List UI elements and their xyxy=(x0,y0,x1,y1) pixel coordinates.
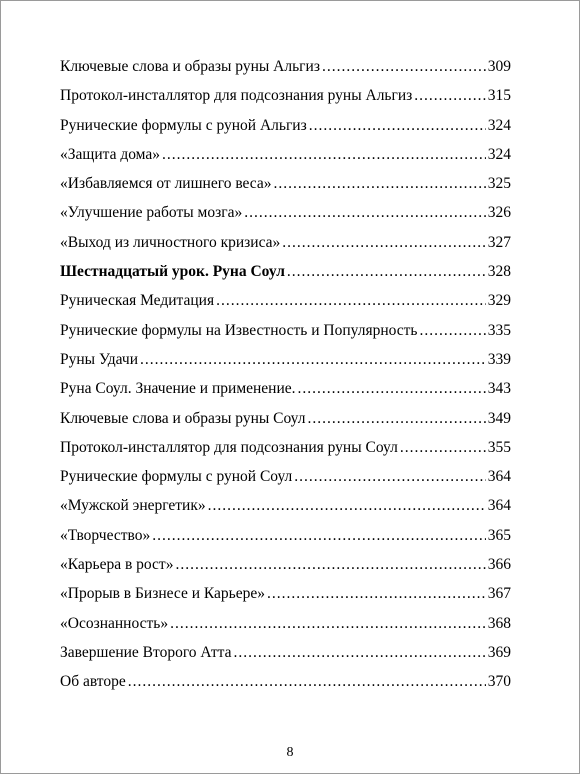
toc-entry-page: 367 xyxy=(487,585,511,603)
toc-entry-title: Шестнадцатый урок. Руна Соул xyxy=(60,263,285,281)
toc-leader-dots xyxy=(294,468,485,486)
toc-entry[interactable] xyxy=(60,585,511,614)
toc-entry-title: Руна Соул. Значение и применение. xyxy=(60,380,296,398)
toc-entry-title: Рунические формулы на Известность и Популярность xyxy=(60,321,418,339)
toc-leader-dots xyxy=(274,175,486,193)
toc-leader-dots xyxy=(322,58,486,76)
toc-entry-page: 335 xyxy=(487,321,511,339)
toc-entry[interactable] xyxy=(60,351,511,380)
toc-entry-title: Ключевые слова и образы руны Альгиз xyxy=(60,58,320,75)
toc-leader-dots xyxy=(308,410,486,428)
toc-entry[interactable] xyxy=(60,146,511,175)
toc-leader-dots xyxy=(152,527,486,545)
toc-entry[interactable] xyxy=(60,497,511,526)
toc-entry-page: 329 xyxy=(487,292,511,310)
toc-leader-dots xyxy=(208,497,486,515)
toc-entry-page: 326 xyxy=(487,204,511,222)
toc-leader-dots xyxy=(400,439,486,457)
toc-entry[interactable] xyxy=(60,87,511,116)
toc-leader-dots xyxy=(309,117,486,135)
toc-entry-title: «Творчество» xyxy=(60,526,151,544)
toc-entry-page: 355 xyxy=(487,438,511,456)
toc-entry-page: 364 xyxy=(487,468,511,486)
toc-leader-dots xyxy=(282,234,485,252)
toc-entry-page: 365 xyxy=(487,526,511,544)
toc-entry[interactable] xyxy=(60,439,511,468)
toc-entry-title: «Избавляемся от лишнего веса» xyxy=(60,175,272,193)
toc-entry[interactable] xyxy=(60,204,511,233)
toc-entry-page: 370 xyxy=(487,673,511,691)
toc-entry-page: 325 xyxy=(487,175,511,193)
toc-leader-dots xyxy=(233,644,485,662)
toc-leader-dots xyxy=(128,673,486,691)
toc-entry-title: Протокол-инсталлятор для подсознания руны Альгиз xyxy=(60,87,413,105)
toc-entry-title: Рунические формулы с руной Соул xyxy=(60,468,293,486)
toc-leader-dots xyxy=(175,556,485,574)
toc-entry-page: 327 xyxy=(487,233,511,251)
toc-entry-page: 369 xyxy=(487,643,511,661)
toc-entry-title: «Улучшение работы мозга» xyxy=(60,204,243,222)
toc-entry[interactable] xyxy=(60,527,511,556)
toc-entry[interactable] xyxy=(60,322,511,351)
toc-leader-dots xyxy=(267,585,486,603)
toc-leader-dots xyxy=(162,146,486,164)
toc-leader-dots xyxy=(419,322,485,340)
toc-entry-title: «Мужской энергетик» xyxy=(60,497,206,515)
toc-entry-page: 349 xyxy=(487,409,511,427)
page-number: 8 xyxy=(286,745,294,760)
toc-entry-title: Руническая Медитация xyxy=(60,292,215,310)
toc-entry[interactable] xyxy=(60,117,511,146)
toc-entry-title: «Карьера в рост» xyxy=(60,556,174,574)
toc-entry-page: 339 xyxy=(487,350,511,368)
toc-leader-dots xyxy=(287,263,486,281)
toc-entry[interactable] xyxy=(60,292,511,321)
table-of-contents xyxy=(60,58,511,703)
toc-entry[interactable] xyxy=(60,644,511,673)
toc-entry-title: «Выход из личностного кризиса» xyxy=(60,233,281,251)
toc-entry[interactable] xyxy=(60,263,511,292)
toc-leader-dots xyxy=(216,292,486,310)
toc-entry[interactable] xyxy=(60,410,511,439)
toc-leader-dots xyxy=(298,380,486,398)
toc-leader-dots xyxy=(140,351,486,369)
toc-entry-title: «Осознанность» xyxy=(60,614,169,632)
toc-entry[interactable] xyxy=(60,58,511,87)
toc-entry-title: «Прорыв в Бизнесе и Карьере» xyxy=(60,585,265,603)
toc-entry[interactable] xyxy=(60,615,511,644)
toc-entry-page: 368 xyxy=(487,614,511,632)
toc-entry[interactable] xyxy=(60,234,511,263)
toc-entry-page: 364 xyxy=(487,497,511,515)
toc-entry-title: Руны Удачи xyxy=(60,350,138,368)
toc-entry[interactable] xyxy=(60,468,511,497)
toc-entry-page: 309 xyxy=(487,58,511,75)
toc-entry-page: 315 xyxy=(487,87,511,105)
toc-leader-dots xyxy=(414,87,485,105)
toc-entry-page: 366 xyxy=(487,556,511,574)
toc-entry-title: Ключевые слова и образы руны Соул xyxy=(60,409,306,427)
toc-entry-page: 328 xyxy=(487,263,511,281)
toc-leader-dots xyxy=(244,204,486,222)
toc-leader-dots xyxy=(170,615,486,633)
toc-entry-page: 343 xyxy=(487,380,511,398)
toc-entry-title: «Защита дома» xyxy=(60,145,161,163)
toc-entry-title: Рунические формулы с руной Альгиз xyxy=(60,116,307,134)
toc-entry-title: Завершение Второго Атта xyxy=(60,643,232,661)
toc-entry[interactable] xyxy=(60,380,511,409)
toc-entry-page: 324 xyxy=(487,116,511,134)
toc-entry[interactable] xyxy=(60,175,511,204)
toc-entry-title: Протокол-инсталлятор для подсознания руны Соул xyxy=(60,438,398,456)
toc-entry-page: 324 xyxy=(487,145,511,163)
toc-entry[interactable] xyxy=(60,556,511,585)
toc-entry-title: Об авторе xyxy=(60,673,126,691)
toc-entry[interactable] xyxy=(60,673,511,702)
